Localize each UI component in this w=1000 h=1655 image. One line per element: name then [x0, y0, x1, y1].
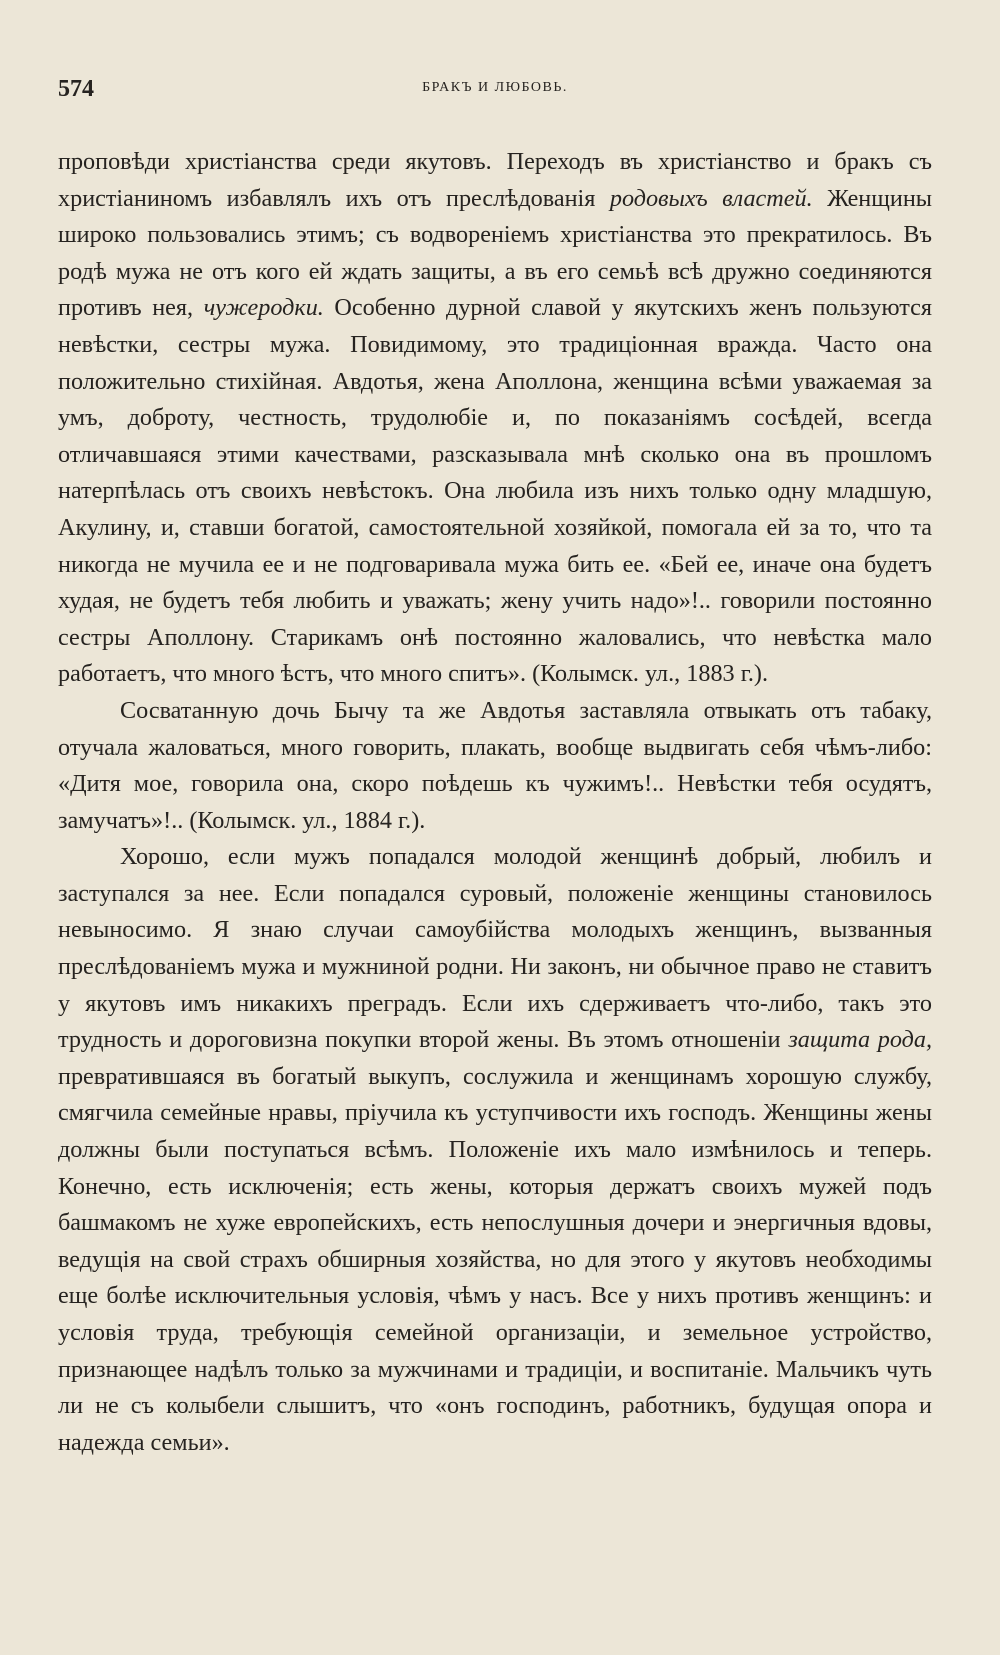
page-header: [58, 70, 932, 110]
text-segment: Особенно дурной славой у якутскихъ женъ пользуются невѣстки, сестры мужа. Повидимому, это традиціонная вражда. Часто она положительно стихійная. Авдотья, жена Аполлона, женщина всѣми уважаемая за умъ, доброту, честность, трудолюбіе и, по показаніямъ сосѣдей, всегда отличавшаяся этими качествами, разсказывала мнѣ сколько она въ прошломъ натерпѣлась отъ своихъ невѣстокъ. Она любила изъ нихъ только одну младшую, Акулину, и, ставши богатой, самостоятельной хозяйкой, помогала ей за то, что та никогда не мучила ее и не подговаривала мужа бить ее. «Бей ее, иначе она будетъ худая, не будетъ тебя любить и уважать; жену учить надо»!.. говорили постоянно сестры Аполлону. Старикамъ онѣ постоянно жаловались, что невѣстка мало работаетъ, что много ѣстъ, что много спитъ». (Колымск. ул., 1883 г.).: [58, 294, 932, 688]
body-text: [58, 144, 932, 1461]
text-segment: Хорошо, если мужъ попадался молодой женщинѣ добрый, любилъ и заступался за нее. Если попадался суровый, положеніе женщины становилось невыносимо. Я знаю случаи самоубійства молодыхъ женщинъ, вызванныя преслѣдованіемъ мужа и мужниной родни. Ни законъ, ни обычное право не ставитъ у якутовъ имъ никакихъ преградъ. Если ихъ сдерживаетъ что-либо, такъ это трудность и дороговизна покупки второй жены. Въ этомъ отношеніи: [58, 843, 932, 1054]
paragraph-1: [58, 144, 932, 693]
text-segment: Женщины широко пользовались этимъ; съ водвореніемъ христіанства это прекратилось. Въ родѣ мужа не отъ кого ей ждать защиты, а въ его семьѣ всѣ дружно соединяются противъ нея,: [58, 184, 933, 322]
italic-segment: чужеродки.: [203, 294, 324, 322]
italic-segment: защита рода,: [788, 1026, 933, 1054]
text-segment: Сосватанную дочь Бычу та же Авдотья заставляла отвыкать отъ табаку, отучала жаловаться, много говорить, плакать, вообще выдвигать себя чѣмъ-либо: «Дитя мое, говорила она, скоро поѣдешь къ чужимъ!.. Невѣстки тебя осудятъ, замучатъ»!.. (Колымск. ул., 1884 г.).: [58, 696, 932, 834]
text-segment: превратившаяся въ богатый выкупъ, сослужила и женщинамъ хорошую службу, смягчила семейные нравы, пріучила къ уступчивости ихъ господъ. Женщины жены должны были поступаться всѣмъ. Положеніе ихъ мало измѣнилось и теперь. Конечно, есть исключенія; есть жены, которыя держатъ своихъ мужей подъ башмакомъ не хуже европейскихъ, есть непослушныя дочери и энергичныя вдовы, ведущія на свой страхъ обширныя хозяйства, но для этого у якутовъ необходимы еще болѣе исключительныя условія, чѣмъ у насъ. Все у нихъ противъ женщинъ: и условія труда, требующія семейной организаціи, и земельное устройство, признающее надѣлъ только за мужчинами и традиціи, и воспитаніе. Мальчикъ чуть ли не съ колыбели слышитъ, что «онъ господинъ, работникъ, будущая опора и надежда семьи».: [58, 1062, 932, 1456]
paragraph-3: [58, 839, 932, 1461]
running-title: БРАКЪ И ЛЮБОВЬ.: [422, 80, 568, 95]
italic-segment: родовыхъ властей.: [609, 184, 813, 212]
text-segment: проповѣди христіанства среди якутовъ. Переходъ въ христіанство и бракъ съ христіаниномъ избавлялъ ихъ отъ преслѣдованія: [58, 148, 932, 212]
page-number: 574: [58, 76, 94, 102]
paragraph-2: [58, 693, 932, 839]
